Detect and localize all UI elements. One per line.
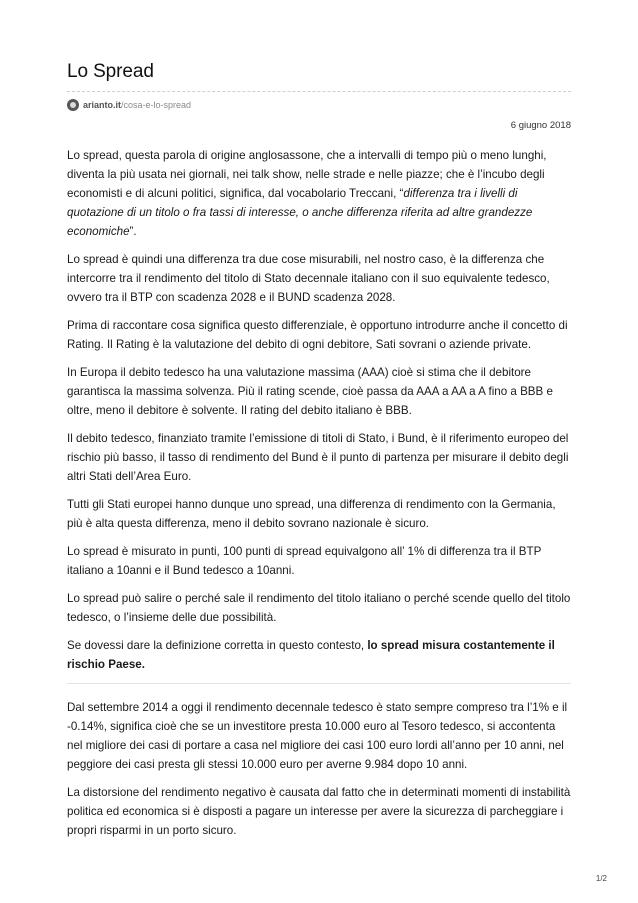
- definition-emphasis: differenza tra i livelli di quotazione di un titolo o fra tassi di interesse, o anche differenza riferita ad altre grandezze economiche: [67, 187, 533, 238]
- publish-date: 6 giugno 2018: [510, 120, 571, 131]
- source-path[interactable]: /cosa-e-lo-spread: [121, 100, 192, 110]
- article: [67, 60, 571, 849]
- page-number: 1/2: [595, 874, 607, 883]
- paragraph: La distorsione del rendimento negativo è causata dal fatto che in determinati momenti di instabilità politica ed economica si è disposti a pagare un interesse per avere la sicurezza di parcheggiare i propri risparmi in un porto sicuro.: [67, 786, 571, 837]
- paragraph: Prima di raccontare cosa significa questo differenziale, è opportuno introdurre anche il concetto di Rating. Il Rating è la valutazione del debito di ogni debitore, Sati sovrani o aziende private.: [67, 319, 568, 351]
- paragraph: Se dovessi dare la definizione corretta in questo contesto, lo spread misura costantemente il rischio Paese.: [67, 639, 555, 671]
- source-domain[interactable]: arianto.it: [83, 100, 122, 110]
- paragraph: Tutti gli Stati europei hanno dunque uno spread, una differenza di rendimento con la Germania, più è alta questa differenza, meno il debito sovrano nazionale è sicuro.: [67, 498, 556, 530]
- title-divider: [67, 91, 571, 92]
- site-favicon-icon: [67, 99, 79, 111]
- paragraph: Lo spread è quindi una differenza tra due cose misurabili, nel nostro caso, è la differenza che intercorre tra il rendimento del titolo di Stato decennale italiano con il suo equivalente tedesco, ovvero tra il BTP con scadenza 2028 e il BUND scadenza 2028.: [67, 253, 550, 304]
- key-statement: lo spread misura costantemente il rischio Paese.: [67, 639, 555, 671]
- page-title: Lo Spread: [67, 61, 154, 82]
- paragraph: Lo spread può salire o perché sale il rendimento del titolo italiano o perché scende quello del titolo tedesco, o l’insieme delle due possibilità.: [67, 592, 571, 624]
- source-line: [67, 98, 571, 112]
- source-link[interactable]: [83, 100, 191, 110]
- paragraph: Dal settembre 2014 a oggi il rendimento decennale tedesco è stato sempre compreso tra l’1% e il -0.14%, significa cioè che se un investitore presta 10.000 euro al Tesoro tedesco, si accontenta nel migliore dei casi di portare a casa nel migliore dei casi 100 euro lordi all’anno per 10 anni, nel peggiore dei casi presta gli stessi 10.000 euro per averne 9.984 dopo 10 anni.: [67, 701, 568, 771]
- paragraph: In Europa il debito tedesco ha una valutazione massima (AAA) cioè si stima che il debitore garantisca la massima solvenza. Più il rating scende, cioè passa da AAA a AA a A fino a BBB e oltre, meno il debitore è solvente. Il rating del debito italiano è BBB.: [67, 366, 553, 417]
- article-body: [67, 146, 571, 840]
- paragraph: Il debito tedesco, finanziato tramite l’emissione di titoli di Stato, i Bund, è il riferimento europeo del rischio più basso, il tasso di rendimento del Bund è il punto di partenza per misurare il debito degli altri Stati dell’Area Euro.: [67, 432, 569, 483]
- paragraph: Lo spread, questa parola di origine anglosassone, che a intervalli di tempo più o meno lunghi, diventa la più usata nei giornali, nei talk show, nelle strade e nelle piazze; che è l’incubo degli economisti e di alcuni politici, significa, dal vocabolario Treccani, “differenza tra i livelli di quotazione di un titolo o fra tassi di interesse, o anche differenza riferita ad altre grandezze economiche”.: [67, 149, 547, 238]
- paragraph: Lo spread è misurato in punti, 100 punti di spread equivalgono all’ 1% di differenza tra il BTP italiano a 10anni e il Bund tedesco a 10anni.: [67, 545, 542, 577]
- section-divider: [67, 683, 571, 684]
